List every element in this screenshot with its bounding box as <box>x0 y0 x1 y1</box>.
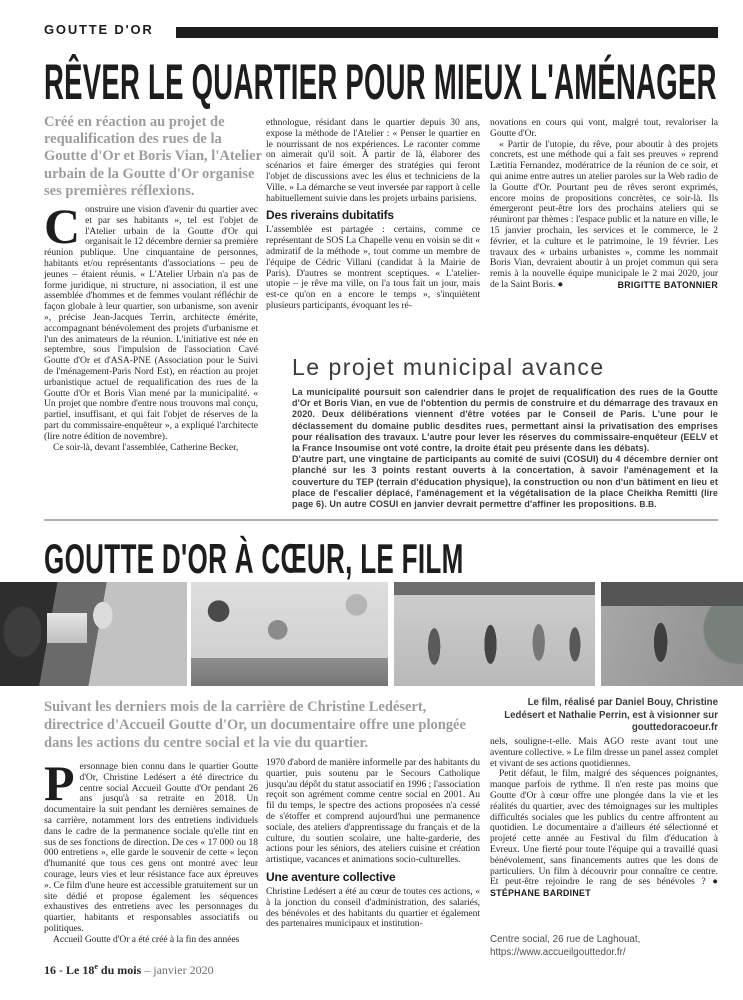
article2-subhead: Une aventure collective <box>266 869 396 884</box>
article1-subhead: Des riverains dubitatifs <box>266 208 394 223</box>
publication-title-post: du mois <box>97 963 142 977</box>
article2-col3-paragraph-1: nels, souligne-t-elle. Mais AGO reste avant tout une aventure collective. » Le film dresse un panel assez complet et vivant de ses actions quotidiennes. <box>490 736 718 769</box>
article2-col2-paragraph-1: 1970 d'abord de manière informelle par des habitants du quartier, puis soutenu par le Secours Catholique jusqu'au dépôt du statut associatif en 1996 ; l'association reçoit son agrément comme centre social en 2001. Au fil du temps, le spectre des actions proposées n'a cessé de s'étoffer et comprend aujourd'hui une permanence sociale, des ateliers d'apprentissage du français et de la culture, du soutien scolaire, une halte-garderie, des actions pour les séniors, des ateliers cuisine et création artistique, vacances et animations socio-culturelles. <box>266 757 480 866</box>
publication-title-sup: e <box>94 962 98 971</box>
box-paragraph-1: La municipalité poursuit son calendrier dans le projet de requalification des rues de la Goutte d'Or et Boris Vian, en vue de l'obtention du permis de construire et du démarrage des travaux en 2020. Deux délibérations viennent d'être votées par le Conseil de Paris. L'une pour le déclassement du domaine public desdites rues, permettant ainsi la privatisation des emprises pour réalisation des travaux. L'autre pour lever les réserves du commissaire-enquêteur (EELV et la France Insoumise ont voté contre, la droite était peu présente dans les débats). <box>292 387 718 454</box>
dropcap-p: P <box>44 755 75 811</box>
box-paragraph-2-text: D'autre part, une vingtaine de participants au comité de suivi (COSUI) du 4 décembre dernier ont planché sur les 3 points restant ouverts à la concertation, à savoir l'aménagement et la couverture du TEP (terrain d'éducation physique), la construction ou non d'un bâtiment en lieu et place de l'escalier déplacé, l'aménagement et la végétalisation de la place Cheikha Remitti (lire page 6). Un autre COSUI en janvier devrait permettre d'affiner les propositions. <box>292 454 718 510</box>
article1-col1-paragraph-2: Ce soir-là, devant l'assemblée, Catherine Becker, <box>53 441 239 453</box>
municipal-project-box <box>292 354 718 510</box>
article2-col1-text-1: ersonnage bien connu dans le quartier Goutte d'Or, Christine Ledésert a été directrice du centre social Accueil Goutte d'Or pendant 26 ans jusqu'à sa retraite en 2018. Un documentaire la suit pendant les dernières semaines de sa carrière, notamment lors des entretiens individuels dans le cadre de la permanence sociale qu'elle tint en sus de ses fonctions de direction. De ces « 17 000 ou 18 000 entretiens », elle garde le souvenir de cette « leçon d'humanité que tous ces gens ont montré avec leur courage, leurs vies et leur résistance face aux épreuves ». Ce film d'une heure est accessible gratuitement sur un site dédié et propose également les séquences exhaustives des entretiens avec les personnages du quartier, habitants et responsables associatifs ou politiques. <box>44 761 258 934</box>
article2-column-2 <box>266 758 480 930</box>
publication-title-pre: Le 18 <box>66 963 95 977</box>
article1-col3-paragraph-1: novations en cours qui vont, malgré tout, revaloriser la Goutte d'Or. <box>490 117 718 139</box>
section-label: GOUTTE D'OR <box>44 22 154 37</box>
contact-note <box>490 934 714 959</box>
street-crowd-photo <box>394 582 595 686</box>
article1-headline <box>44 54 743 110</box>
box-byline: B.B. <box>639 499 657 510</box>
workshop-table-photo <box>191 582 388 686</box>
contact-note-text: Centre social, 26 rue de Laghouat, <box>490 934 641 945</box>
publication-title <box>66 963 141 977</box>
article2-col1-paragraph-1 <box>44 755 258 935</box>
article2-col3-text-2: Petit défaut, le film, malgré des séquences poignantes, manque parfois de rythme. Il n'en reste pas moins que Goutte d'Or à cœur offre une plongée dans la vie et les réalités du quartier, avec des témoignages sur les multiples difficultés sociales que les publics du centre affrontent au quotidien. Le documentaire a d'ailleurs été sélectionné et projeté cette année au Festival du film d'éducation à Evreux. Une fierté pour toute l'équipe qui a travaillé quasi bénévolement, sans financements autres que les dons de particuliers. Un film à découvrir pour connaître ce centre. Et peut-être rejoindre le rang de ses bénévoles ? ● <box>490 768 718 888</box>
article1-column-1 <box>44 198 258 453</box>
article-separator-rule <box>44 519 718 521</box>
women-at-computer-photo <box>0 582 187 686</box>
article2-col1-paragraph-2: Accueil Goutte d'Or a été créé à la fin des années <box>53 933 240 945</box>
article2-headline-text: GOUTTE D'OR À CŒUR, LE FILM <box>44 535 464 582</box>
box-title: Le projet municipal avance <box>292 354 605 380</box>
outdoor-stage-photo <box>601 582 743 686</box>
article1-col2-paragraph-1: ethnologue, résidant dans le quartier depuis 30 ans, expose la méthode de l'Atelier : « Penser le quartier en le nourrissant de nos expériences. Le raconter comme on aimerait qu'il soit. À partir de là, élaborer des scénarios et faire émerger des stratégies qui feront l'objet de discussions avec les élus et techniciens de la Ville. » La démarche se veut inversée par rapport à celle habituellement suivie dans les projets urbains parisiens. <box>266 117 480 204</box>
photo-caption <box>500 697 718 735</box>
article2-column-1 <box>44 755 258 946</box>
issue-date: – janvier 2020 <box>141 963 214 977</box>
section-rule-bar <box>176 27 718 38</box>
article1-col1-paragraph-1 <box>44 198 258 443</box>
page-number: 16 <box>44 963 56 977</box>
article1-byline: BRIGITTE BATONNIER <box>617 280 718 291</box>
article2-column-3 <box>490 737 718 900</box>
film-website-link[interactable]: gouttedoracoeur.fr <box>631 722 718 734</box>
article1-col1-text-1: onstruire une vision d'avenir du quartier avec et par ses habitants », tel est l'objet de l'Atelier urbain de la Goutte d'Or qui organisait le 12 décembre dernier sa première réunion publique. Une cinquantaine de personnes, habitants et/ou représentants d'associations – peu de jeunes – étaient réunis. « L'Atelier Urbain n'a pas de forme juridique, ni structure, ni association, il est une assemblée d'hommes et de femmes voulant réfléchir de façon globale à leur quartier, son urbanisme, son avenir », précise Jean-Jacques Terrin, architecte émérite, accompagnant bénévolement des projets d'urbanisme et l'un des animateurs de la réunion. L'initiative est née en septembre, sous l'impulsion de l'association Cavé Goutte d'Or et d'ASA-PNE (Association pour le Suivi de l'ménagement-Paris Nord Est), en réaction au projet urbanistique actuel de requalification des rues de la Goutte d'Or et Boris Vian mené par la municipalité. « Un projet que nombre d'entre nous trouvons mal conçu, partiel, insuffisant, et qui fait l'objet de réserves de la part du commissaire-enquêteur », a expliqué l'architecte (lire notre édition de novembre). <box>44 204 258 442</box>
article2-lead: Suivant les derniers mois de la carrière de Christine Ledésert, directrice d'Accueil Goutte d'Or, un documentaire offre une plongée dans les actions du centre social et la vie du quartier. <box>44 699 466 751</box>
article1-column-2 <box>266 118 480 312</box>
article1-headline-text: RÊVER LE QUARTIER POUR MIEUX L'AMÉNAGER <box>44 54 717 110</box>
photo-caption-text: Le film, réalisé par Daniel Bouy, Christine Ledésert et Nathalie Perrin, est à visionner sur <box>504 697 718 721</box>
article1-col3-paragraph-2: « Partir de l'utopie, du rêve, pour aboutir à des projets concrets, est une méthode qui a fait ses preuves » reprend Lætitia Fernandez, modératrice de la réunion de ce soir, et qui anime entre autres un atelier paroles sur la Web radio de la Goutte d'Or. Pourtant peu de rêves seront exprimés, encore moins de propositions concrètes, ce soir-là. Ils émergeront peut-être lors des prochains ateliers qui se réuniront par thèmes : l'espace public et la nature en ville, le 15 janvier prochain, les services et le commerce, le 2 février, et la culture et le patrimoine, le 19 février. Les travaux des « urbains urbanistes », comme les nommait Boris Vian, devraient aboutir à un projet commun qui sera remis à la nouvelle équipe municipale le 2 mai 2020, jour de la Saint Boris. ● <box>490 138 718 290</box>
article1-col2-paragraph-2: L'assemblée est partagée : certains, comme ce représentant de SOS La Chapelle venu en voisin se dit « admiratif de la méthode », tout comme un membre de l'équipe de Cédric Villani (candidat à la Mairie de Paris). D'autres se montrent sceptiques. « L'atelier-utopie – je rêve ma ville, on l'a tous fait un jour, mais est-ce qu'on en a encore le temps », s'inquiètent plusieurs participants, évoquant les ré- <box>266 224 480 311</box>
footer-separator: - <box>56 963 66 977</box>
centre-website-link[interactable]: https://www.accueilgouttedor.fr/ <box>490 946 626 958</box>
article2-col2-paragraph-2: Christine Ledésert a été au cœur de toutes ces actions, « à la jonction du conseil d'administration, des salariés, des bénévoles et des habitants du quartier et également des partenaires municipaux et institution- <box>266 885 480 930</box>
article2-byline: STÉPHANE BARDINET <box>490 888 591 899</box>
dropcap-c: C <box>44 198 81 254</box>
article2-headline <box>44 535 721 582</box>
page-footer <box>44 962 214 978</box>
article1-column-3 <box>490 118 718 291</box>
article2-col3-paragraph-2 <box>490 769 718 900</box>
article1-lead: Créé en réaction au projet de requalification des rues de la Goutte d'Or et Boris Vian, l'Atelier urbain de la Goutte d'Or organise ses premières réflexions. <box>44 114 262 199</box>
box-paragraph-2 <box>292 454 718 510</box>
